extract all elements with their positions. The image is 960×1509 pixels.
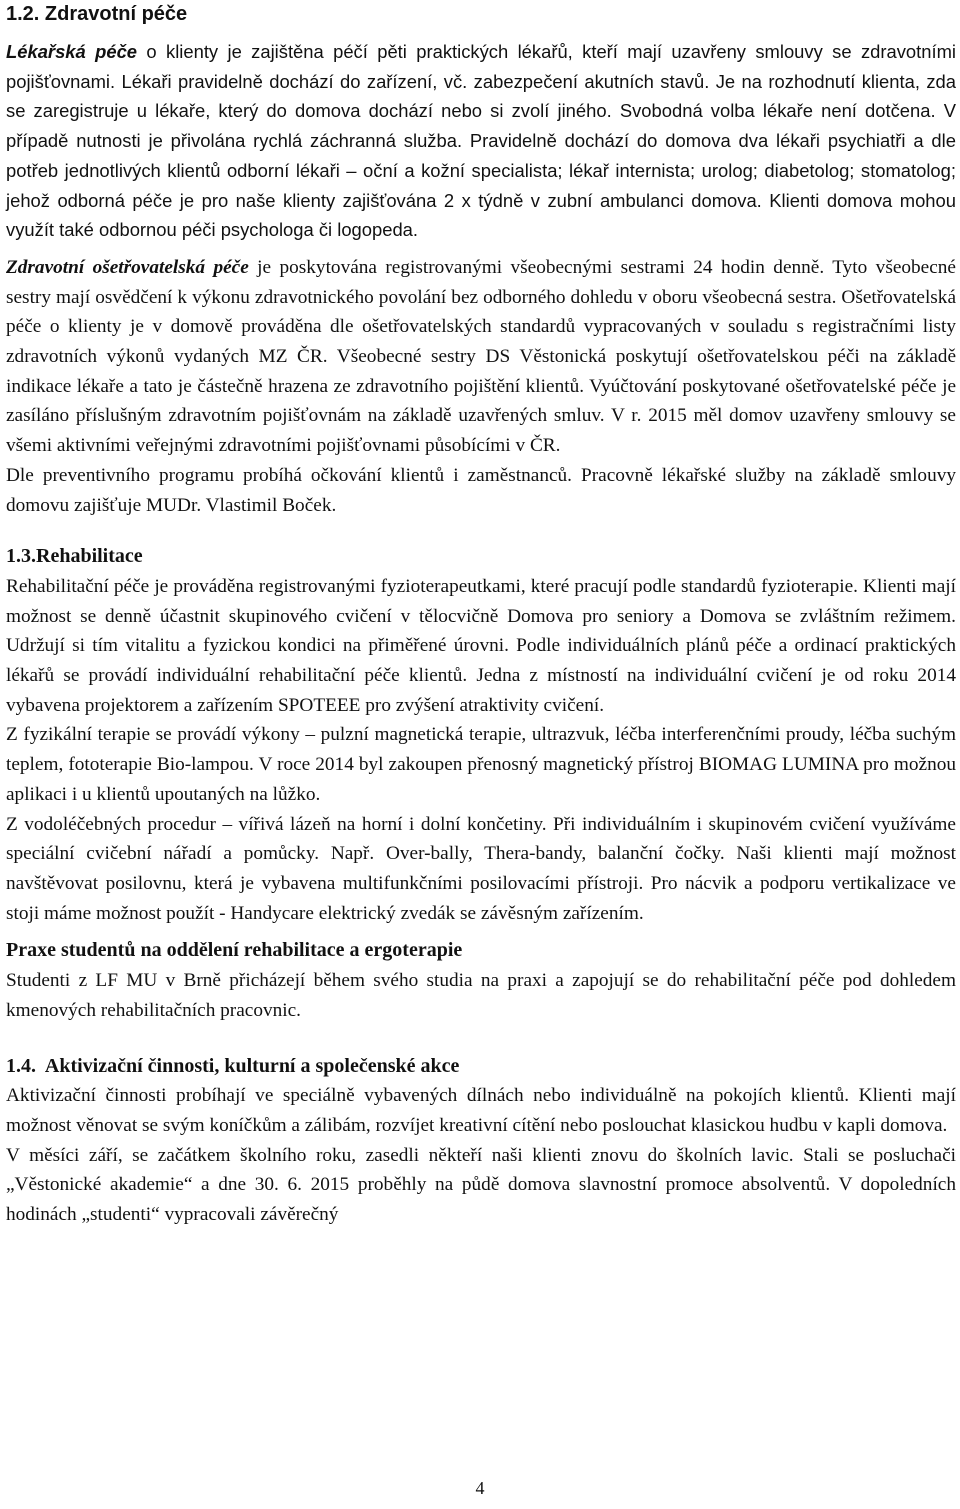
medical-care-text-b: Pravidelně dochází do domova dva lékaři psychiatři a dle potřeb jednotlivých klientů odborní lékaři – oční a kožní specialista; lékař internista; urolog; diabetolog; stomatolog; jehož odborná péče je pro naše klienty zajišťována 2 x týdně v zubní ambulanci domova. Klienti domova mohou využít také odbornou péči psychologa či logopeda. (6, 130, 956, 241)
paragraph-physical-therapy: Z fyzikální terapie se provádí výkony – pulzní magnetická terapie, ultrazvuk, léčba interferenčními proudy, léčba suchým teplem, fototerapie Bio-lampou. V roce 2014 byl zakoupen přenosný magnetický přístroj BIOMAG LUMINA pro možnou aplikaci i u klientů upoutaných na lůžko. (6, 724, 956, 805)
medical-care-text-a: o klienty je zajištěna péčí pěti praktických lékařů, kteří mají uzavřeny smlouvy se zdravotními pojišťovnami. Lékaři pravidelně dochází do zařízení, vč. zabezpečení akutních stavů. Je na rozhodnutí klienta, zda se zaregistruje u lékaře, který do domova dochází nebo si zvolí jiného. Svobodná volba lékaře není dotčena. V případě nutnosti je přivolána rychlá záchranná služba. (6, 41, 956, 152)
section-heading-1-4: 1.4. Aktivizační činnosti, kulturní a společenské akce (6, 1054, 460, 1077)
lead-medical-care: Lékařská péče (6, 41, 138, 62)
paragraph-academy: V měsíci září, se začátkem školního roku, zasedli někteří naši klienti znovu do školních lavic. Stali se posluchači „Věstonické akademie“ a dne 30. 6. 2015 proběhly na půdě domova slavnostní promoce absolventů. V dopoledních hodinách „studenti“ vypracovali závěrečný (6, 1144, 956, 1226)
students-heading: Praxe studentů na oddělení rehabilitace a ergoterapie (6, 939, 463, 962)
paragraph-activities: Aktivizační činnosti probíhají ve speciálně vybavených dílnách nebo individuálně na pokojích klientů. Klienti mají možnost věnovat se svým koníčkům a zálibám, rozvíjet kreativní cítění nebo poslouchat klasickou hudbu v kapli domova. (6, 1085, 956, 1136)
nursing-care-text: je poskytována registrovanými všeobecnými sestrami 24 hodin denně. Tyto všeobecné sestry mají osvědčení k výkonu zdravotnického povolání bez odborného dohledu v oboru všeobecná sestra. Ošetřovatelská péče o klienty je v domově prováděna dle ošetřovatelských standardů vypracovaných v souladu s registračními listy zdravotních výkonů vydaných MZ ČR. Všeobecné sestry DS Věstonická poskytují ošetřovatelskou péči na základě indikace lékaře a tato je částečně hrazena ze zdravotního pojištění klientů. Vyúčtování poskytované ošetřovatelské péče je zasíláno příslušným zdravotním pojišťovnám na základě uzavřených smluv. V r. 2015 měl domov uzavřeny smlouvy se všemi aktivními veřejnými zdravotními pojišťovnami působícími v ČR. (6, 256, 956, 457)
paragraph-hydrotherapy: Z vodoléčebných procedur – vířivá lázeň na horní i dolní končetiny. Při individuálním i skupinovém cvičení využíváme speciální cvičební nářadí a pomůcky. Např. Over-bally, Thera-bandy, balanční čočky. Naši klienti mají možnost navštěvovat posilovnu, která je vybavena multifunkčními posilovacími přístroji. Pro nácvik a podporu vertikalizace ve stoji máme možnost použít - Handycare elektrický zvedák se závěsným zařízením. (6, 813, 956, 924)
paragraph-students: Studenti z LF MU v Brně přicházejí během svého studia na praxi a zapojují se do rehabilitační péče pod dohledem kmenových rehabilitačních pracovnic. (6, 970, 956, 1021)
lead-nursing-care: Zdravotní ošetřovatelská péče (6, 256, 249, 278)
section-heading-1-2: 1.2. Zdravotní péče (6, 3, 188, 25)
paragraph-nursing-care (6, 253, 956, 461)
paragraph-vaccination: Dle preventivního programu probíhá očkování klientů i zaměstnanců. Pracovně lékařské služby na základě smlouvy domovu zajišťuje MUDr. Vlastimil Boček. (6, 464, 956, 516)
page-number: 4 (475, 1478, 485, 1498)
paragraph-rehabilitation: Rehabilitační péče je prováděna registrovanými fyzioterapeutkami, které pracují podle standardů fyzioterapie. Klienti mají možnost se denně účastnit skupinového cvičení v tělocvičně Domova pro seniory a Domova se zvláštním režimem. Udržují si tím vitalitu a fyzickou kondici na přiměřené úrovni. Podle individuálních plánů péče a ordinací praktických lékařů se provádí individuální rehabilitační péče klientů. Jedna z místností na individuální cvičení je od roku 2014 vybavena projektorem a zařízením SPOTEEE pro zvýšení atraktivity cvičení. (6, 575, 956, 716)
paragraph-medical-care (6, 37, 956, 245)
section-heading-1-3: 1.3.Rehabilitace (6, 545, 143, 568)
